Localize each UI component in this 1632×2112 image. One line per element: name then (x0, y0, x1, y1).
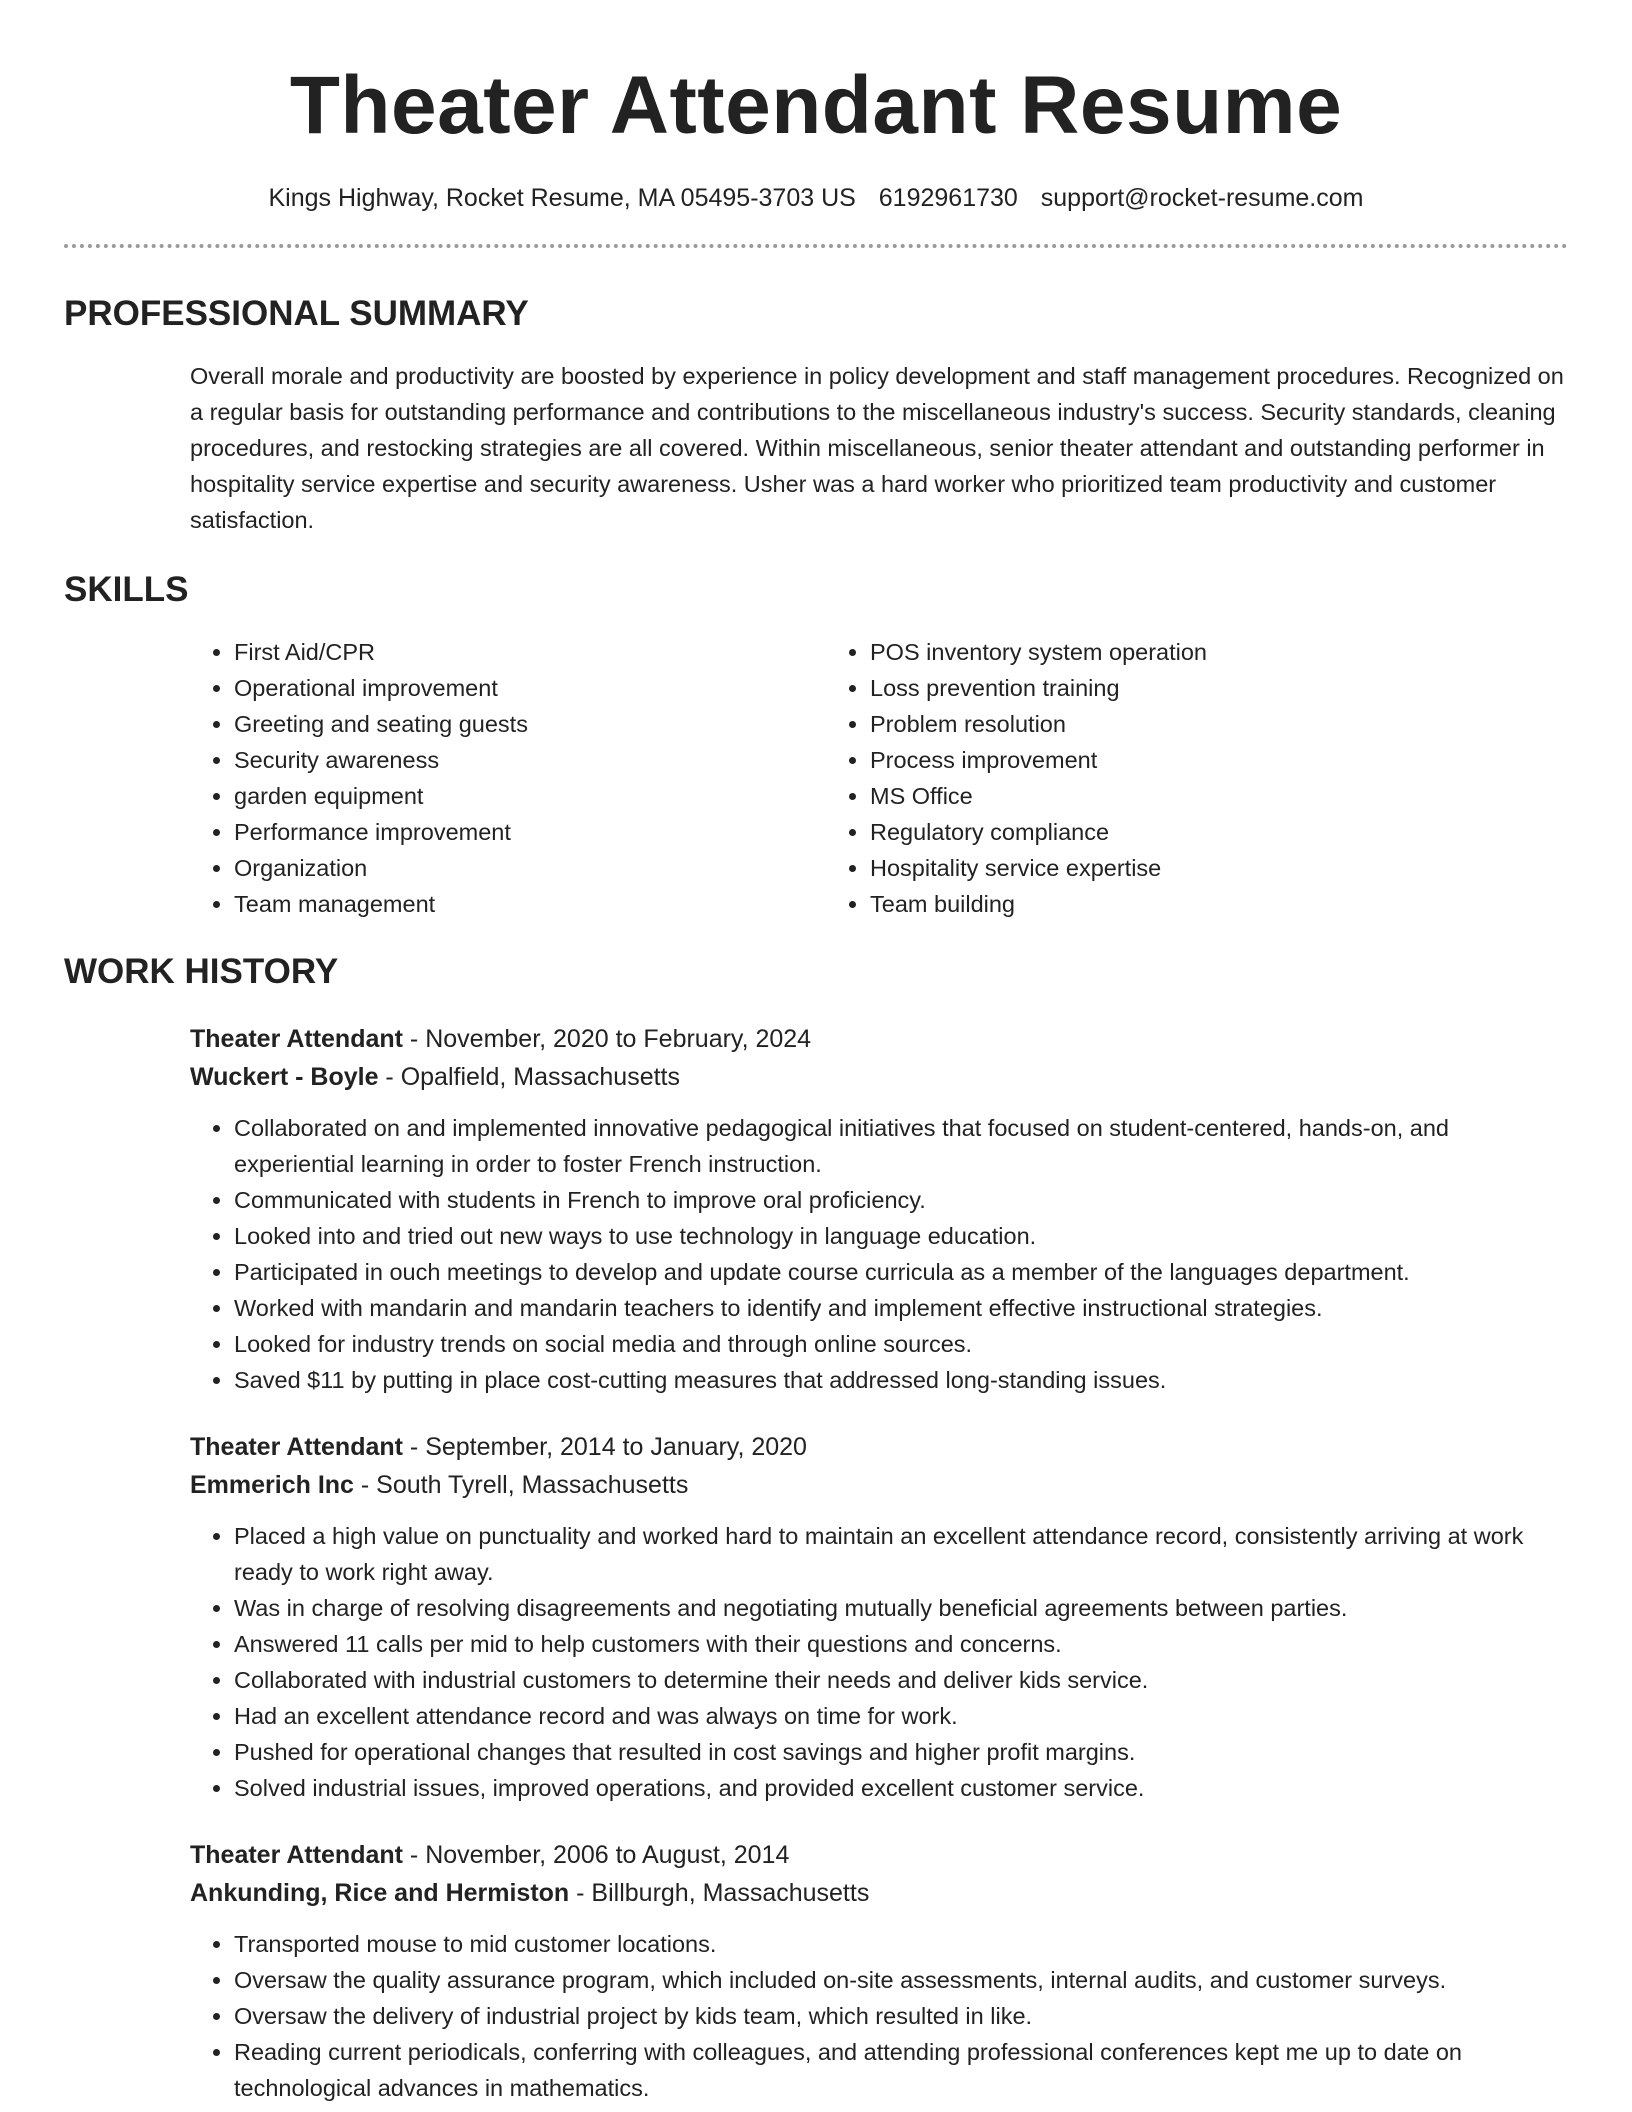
job-dates: - November, 2020 to February, 2024 (402, 1025, 812, 1053)
job-entry (190, 1428, 1568, 1806)
job-role-line (190, 1428, 1568, 1466)
work-history-heading: WORK HISTORY (64, 952, 339, 991)
skill-item: • Problem resolution (870, 706, 1526, 742)
job-company-line (190, 1058, 1568, 1096)
job-bullet: • Was in charge of resolving disagreements and negotiating mutually beneficial agreements between parties. (234, 1590, 1568, 1626)
skill-item: • Performance improvement (234, 814, 826, 850)
resume-title: Theater Attendant Resume (289, 60, 1343, 151)
job-bullet: • Participated in ouch meetings to develop and update course curricula as a member of the languages department. (234, 1254, 1568, 1290)
skill-item: • Team building (870, 886, 1526, 922)
job-bullet: • Looked for industry trends on social media and through online sources. (234, 1326, 1568, 1362)
job-entry (190, 1836, 1568, 2106)
contact-phone: 6192961730 (878, 184, 1018, 212)
contact-email: support@rocket-resume.com (1040, 184, 1364, 212)
job-dates: - November, 2006 to August, 2014 (402, 1841, 790, 1869)
skill-item: • Hospitality service expertise (870, 850, 1526, 886)
job-bullet: • Reading current periodicals, conferring with colleagues, and attending professional conferences kept me up to date on technological advances in mathematics. (234, 2034, 1568, 2106)
job-location: - Opalfield, Massachusetts (378, 1063, 680, 1091)
job-bullet: • Had an excellent attendance record and was always on time for work. (234, 1698, 1568, 1734)
job-company: Wuckert - Boyle (190, 1063, 379, 1091)
skills-column-right (826, 634, 1526, 922)
job-bullet: • Saved $11 by putting in place cost-cutting measures that addressed long-standing issues. (234, 1362, 1568, 1398)
job-bullets (190, 1110, 1568, 1398)
job-bullet: • Transported mouse to mid customer locations. (234, 1926, 1568, 1962)
skill-item: • Regulatory compliance (870, 814, 1526, 850)
job-company-line (190, 1466, 1568, 1504)
skill-item: • Loss prevention training (870, 670, 1526, 706)
skills-heading: SKILLS (64, 570, 189, 609)
job-location: - Billburgh, Massachusetts (569, 1879, 870, 1907)
job-bullets (190, 1926, 1568, 2106)
job-bullet: • Pushed for operational changes that resulted in cost savings and higher profit margins. (234, 1734, 1568, 1770)
header-divider (64, 244, 1568, 248)
job-bullet: • Answered 11 calls per mid to help customers with their questions and concerns. (234, 1626, 1568, 1662)
job-company-line (190, 1874, 1568, 1912)
contact-line (64, 182, 1568, 214)
job-role: Theater Attendant (190, 1841, 403, 1869)
skill-item: • Organization (234, 850, 826, 886)
skill-item: • Operational improvement (234, 670, 826, 706)
job-location: - South Tyrell, Massachusetts (353, 1471, 689, 1499)
job-bullet: • Collaborated on and implemented innovative pedagogical initiatives that focused on student-centered, hands-on, and experiential learning in order to foster French instruction. (234, 1110, 1568, 1182)
job-bullet: • Oversaw the delivery of industrial project by kids team, which resulted in like. (234, 1998, 1568, 2034)
skill-item: • MS Office (870, 778, 1526, 814)
job-bullet: • Communicated with students in French to improve oral proficiency. (234, 1182, 1568, 1218)
job-role: Theater Attendant (190, 1433, 403, 1461)
skills-column-left (190, 634, 826, 922)
job-entry (190, 1020, 1568, 1398)
job-bullet: • Oversaw the quality assurance program, which included on-site assessments, internal audits, and customer surveys. (234, 1962, 1568, 1998)
skill-item: • garden equipment (234, 778, 826, 814)
job-role-line (190, 1020, 1568, 1058)
skill-item: • Greeting and seating guests (234, 706, 826, 742)
job-role: Theater Attendant (190, 1025, 403, 1053)
skills-list (190, 634, 1568, 922)
job-bullet: • Looked into and tried out new ways to use technology in language education. (234, 1218, 1568, 1254)
contact-address: Kings Highway, Rocket Resume, MA 05495-3703 US (268, 184, 856, 212)
job-bullet: • Collaborated with industrial customers to determine their needs and deliver kids service. (234, 1662, 1568, 1698)
summary-text: Overall morale and productivity are boosted by experience in policy development and staff management procedures. Recognized on a regular basis for outstanding performance and contributions to the miscellaneous industry's success. Security standards, cleaning procedures, and restocking strategies are all covered. Within miscellaneous, senior theater attendant and outstanding performer in hospitality service expertise and security awareness. Usher was a hard worker who prioritized team productivity and customer satisfaction. (190, 363, 1564, 533)
job-company: Emmerich Inc (190, 1471, 354, 1499)
job-dates: - September, 2014 to January, 2020 (402, 1433, 807, 1461)
job-bullet: • Placed a high value on punctuality and worked hard to maintain an excellent attendance record, consistently arriving at work ready to work right away. (234, 1518, 1568, 1590)
job-role-line (190, 1836, 1568, 1874)
job-bullets (190, 1518, 1568, 1806)
skill-item: • Process improvement (870, 742, 1526, 778)
job-bullet: • Worked with mandarin and mandarin teachers to identify and implement effective instructional strategies. (234, 1290, 1568, 1326)
skill-item: • Security awareness (234, 742, 826, 778)
job-company: Ankunding, Rice and Hermiston (190, 1879, 570, 1907)
skill-item: • Team management (234, 886, 826, 922)
summary-heading: PROFESSIONAL SUMMARY (64, 294, 529, 333)
resume-page (64, 0, 1568, 2106)
skill-item: • First Aid/CPR (234, 634, 826, 670)
skill-item: • POS inventory system operation (870, 634, 1526, 670)
job-bullet: • Solved industrial issues, improved operations, and provided excellent customer service. (234, 1770, 1568, 1806)
